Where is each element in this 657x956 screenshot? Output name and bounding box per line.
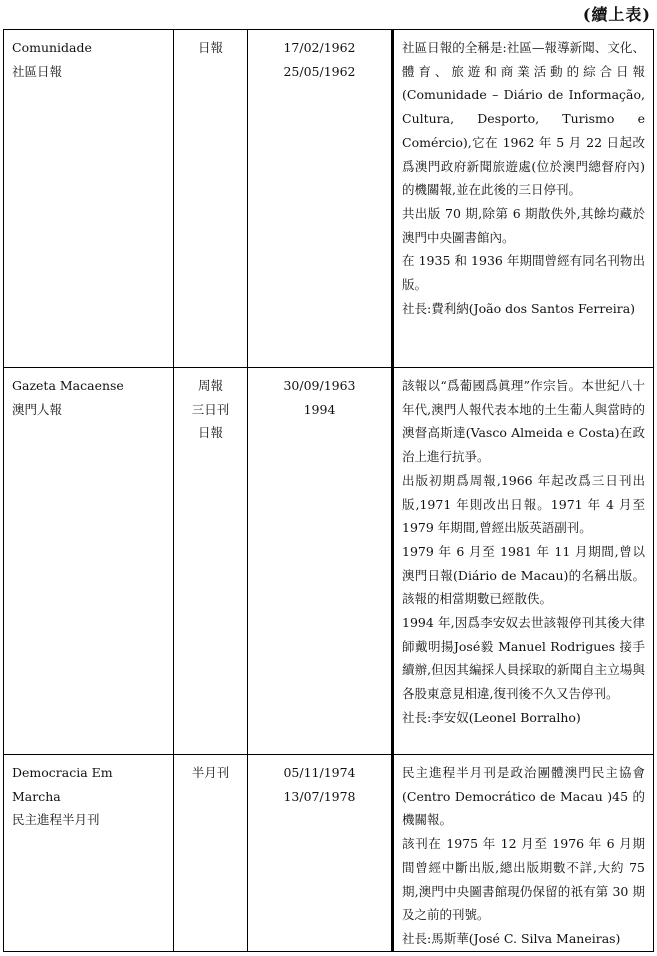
description-paragraph: 民主進程半月刊是政治團體澳門民主協會(Centro Democrático de Macau )45 的機關報。 xyxy=(402,765,645,828)
director-line: 社長:李安奴(Leonel Borralho) xyxy=(402,709,581,725)
description-paragraph: 共出版 70 期,除第 6 期散佚外,其餘均藏於澳門中央圖書館內。 xyxy=(402,205,645,245)
description-paragraph: 社區日報的全稱是:社區—報導新聞、文化、體育、旅遊和商業活動的綜合日報(Comunidade – Diário de Informação, Cultura, Desporto, Turismo e Comércio),它在 1962 年 5 月 22 日起改爲澳門政府新聞旅遊處(位於澳門總督府內)的機關報,並在此後的三日停刊。 xyxy=(402,40,645,198)
table-row xyxy=(4,755,654,952)
dates-cell xyxy=(248,30,393,368)
start-date: 17/02/1962 xyxy=(283,40,356,55)
publication-name: Gazeta Macaense xyxy=(12,378,124,393)
dates-cell xyxy=(248,755,393,952)
description-cell xyxy=(393,30,654,368)
description-paragraph: 該報以“爲葡國爲眞理”作宗旨。本世紀八十年代,澳門人報代表本地的土生葡人與當時的澳督高斯達(Vasco Almeida e Costa)在政治上進行抗爭。 xyxy=(402,378,645,465)
start-date: 05/11/1974 xyxy=(283,765,356,780)
publication-name: Comunidade xyxy=(12,40,92,55)
description-paragraph: 1979 年 6 月至 1981 年 11 月期間,曾以澳門日報(Diário de Macau)的名稱出版。該報的相當期數已經散佚。 xyxy=(402,543,645,607)
publication-name-cell xyxy=(4,368,174,755)
description-cell xyxy=(393,368,654,755)
table-row xyxy=(4,30,654,368)
publication-name-chinese: 澳門人報 xyxy=(12,401,63,417)
description-paragraph: 在 1935 和 1936 年期間曾經有同名刊物出版。 xyxy=(402,253,645,293)
publication-name: Democracia Em Marcha xyxy=(12,765,113,804)
publication-name-cell xyxy=(4,755,174,952)
frequency-cell xyxy=(174,368,248,755)
end-date: 13/07/1978 xyxy=(283,788,356,804)
director-line: 社長:馬斯華(José C. Silva Maneiras) xyxy=(402,930,621,946)
frequency-cell xyxy=(174,755,248,952)
frequency: 半月刊 xyxy=(191,765,230,780)
end-date: 1994 xyxy=(303,401,336,417)
frequency: 三日刊 xyxy=(191,401,230,417)
description-paragraph: 1994 年,因爲李安奴去世該報停刊其後大律師戴明揚José毅 Manuel Rodrigues 接手續辦,但因其編採人員採取的新聞自主立場與各股東意見相違,復刊後不久又告停刊。 xyxy=(402,615,645,702)
description-paragraph: 該刊在 1975 年 12 月至 1976 年 6 月期間曾經中斷出版,總出版期數不詳,大約 75 期,澳門中央圖書館現仍保留的祇有第 30 期及之前的刊號。 xyxy=(402,836,645,923)
frequency: 日報 xyxy=(197,425,223,441)
publication-name-cell xyxy=(4,30,174,368)
description-paragraph: 出版初期爲周報,1966 年起改爲三日刊出版,1971 年則改出日報。1971 年 4 月至 1979 年期間,曾經出版英語副刊。 xyxy=(402,472,645,536)
end-date: 25/05/1962 xyxy=(283,63,356,79)
frequency: 日報 xyxy=(197,40,223,55)
start-date: 30/09/1963 xyxy=(283,378,356,393)
publications-table xyxy=(3,29,654,952)
publication-name-chinese: 民主進程半月刊 xyxy=(12,812,100,828)
table-row xyxy=(4,368,654,755)
table-continued-caption: (續上表) xyxy=(582,5,651,24)
publication-name-chinese: 社區日報 xyxy=(12,63,63,79)
description-cell xyxy=(393,755,654,952)
director-line: 社長:費利納(João dos Santos Ferreira) xyxy=(402,300,636,316)
dates-cell xyxy=(248,368,393,755)
frequency: 周報 xyxy=(197,378,223,393)
frequency-cell xyxy=(174,30,248,368)
